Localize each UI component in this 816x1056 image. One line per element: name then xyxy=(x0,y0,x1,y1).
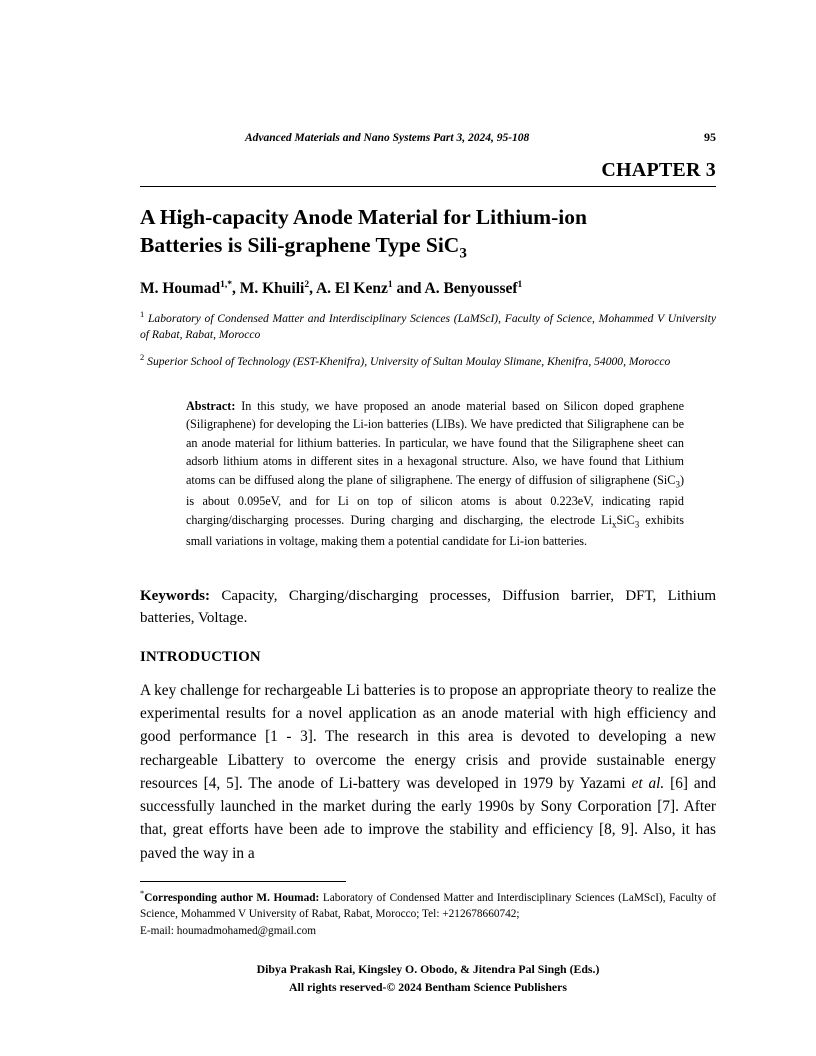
author-mark-houmad: 1,* xyxy=(220,280,232,291)
footnote-marker: * xyxy=(140,887,145,898)
affiliation-1-marker: 1 xyxy=(140,308,145,319)
abstract-text-4: exhibits small variations in voltage, making them a potential candidate for Li-ion batteries. xyxy=(186,512,684,548)
footnote-text: Laboratory of Condensed Matter and Interdisciplinary Sciences (LaMScI), Faculty of Science, Mohammed V University of Rabat, Rabat, Morocco; Tel: +212678660742; xyxy=(140,891,716,921)
header-divider xyxy=(140,186,716,187)
keywords-label: Keywords: xyxy=(140,588,210,605)
abstract-sub-3: 3 xyxy=(634,518,640,529)
abstract-text-3: SiC xyxy=(616,512,635,527)
title-subscript: 3 xyxy=(459,245,467,262)
introduction-text-a: A key challenge for rechargeable Li batteries is to propose an appropriate theory to realize the experimental results for a novel application as an anode material with high efficiency and good performance [1 - 3]. The research in this area is devoted to developing a new rechargeable Libattery to overcome the energy crisis and provide sustainable energy resources [4, 5]. The anode of Li-battery was developed in 1979 by Yazami xyxy=(140,681,716,792)
title-line-1: A High-capacity Anode Material for Lithium-ion xyxy=(140,205,587,229)
running-head-page-number: 95 xyxy=(704,130,716,144)
running-head-journal: Advanced Materials and Nano Systems Part 3, 2024, 95-108 xyxy=(245,132,530,144)
author-mark-elkenz: 1 xyxy=(387,280,393,291)
affiliation-2-marker: 2 xyxy=(140,352,145,363)
abstract-text-2: ) is about 0.095eV, and for Li on top of silicon atoms is about 0.223eV, indicating rapid charging/discharging processes. During charging and discharging, the electrode Li xyxy=(186,472,684,527)
introduction-text-italic: et al. xyxy=(631,774,665,792)
author-list: M. Houmad$^{1,*}$, M. Khuili$^2$, A. El Kenz$^1$ and A. Benyoussef$^1$ xyxy=(140,280,523,298)
title-line-2: Batteries is Sili-graphene Type SiC xyxy=(140,233,460,258)
abstract-label: Abstract: xyxy=(186,398,236,413)
affiliation-1-text: Laboratory of Condensed Matter and Interdisciplinary Sciences (LaMScI), Faculty of Science, Mohammed V University of Rabat, Rabat, Morocco xyxy=(140,311,717,341)
colophon-editors: Dibya Prakash Rai, Kingsley O. Obodo, & Jitendra Pal Singh (Eds.) xyxy=(256,962,600,977)
abstract-sub-1: 3 xyxy=(675,479,680,490)
colophon xyxy=(140,961,716,996)
author-mark-khuili: 2 xyxy=(304,280,310,291)
footnote-email: E-mail: houmadmohamed@gmail.com xyxy=(140,924,317,937)
affiliation-2-text: Superior School of Technology (EST-Khenifra), University of Sultan Moulay Slimane, Khenifra, 54000, Morocco xyxy=(147,355,671,369)
introduction-paragraph xyxy=(140,679,716,865)
chapter-label: CHAPTER 3 xyxy=(601,159,716,181)
introduction-text-b: [6] and successfully launched in the market during the early 1990s by Sony Corporation [7]. After that, great efforts have been ade to improve the stability and efficiency [8, 9]. Also, it has paved the way in a xyxy=(140,774,716,862)
affiliation-1 xyxy=(140,308,716,344)
author-mark-benyoussef: 1 xyxy=(517,280,523,291)
keywords-text: Capacity, Charging/discharging processes, Diffusion barrier, DFT, Lithium batteries, Voltage. xyxy=(140,588,716,627)
abstract-text-1: In this study, we have proposed an anode material based on Silicon doped graphene (Siligraphene) for developing the Li-ion batteries (LIBs). We have predicted that Siligraphene can be an anode material for lithium batteries. In particular, we have found that the Siligraphene sheet can adsorb lithium atoms in different sites in a hexagonal structure. Also, we have found that Lithium atoms can be diffused along the plane of siligraphene. The energy of diffusion of siligraphene (SiC xyxy=(186,398,684,487)
section-heading-introduction: INTRODUCTION xyxy=(140,648,261,665)
abstract-sub-2: x xyxy=(611,518,617,529)
footnote-block xyxy=(140,887,716,939)
colophon-rights: All rights reserved-© 2024 Bentham Science Publishers xyxy=(289,979,567,994)
keywords-block xyxy=(140,586,716,630)
affiliation-2 xyxy=(140,351,716,370)
footnote-divider xyxy=(140,881,346,882)
running-head xyxy=(245,130,716,145)
footnote-label: Corresponding author M. Houmad: xyxy=(144,891,320,904)
page-title xyxy=(140,203,716,264)
abstract-block xyxy=(186,397,684,551)
